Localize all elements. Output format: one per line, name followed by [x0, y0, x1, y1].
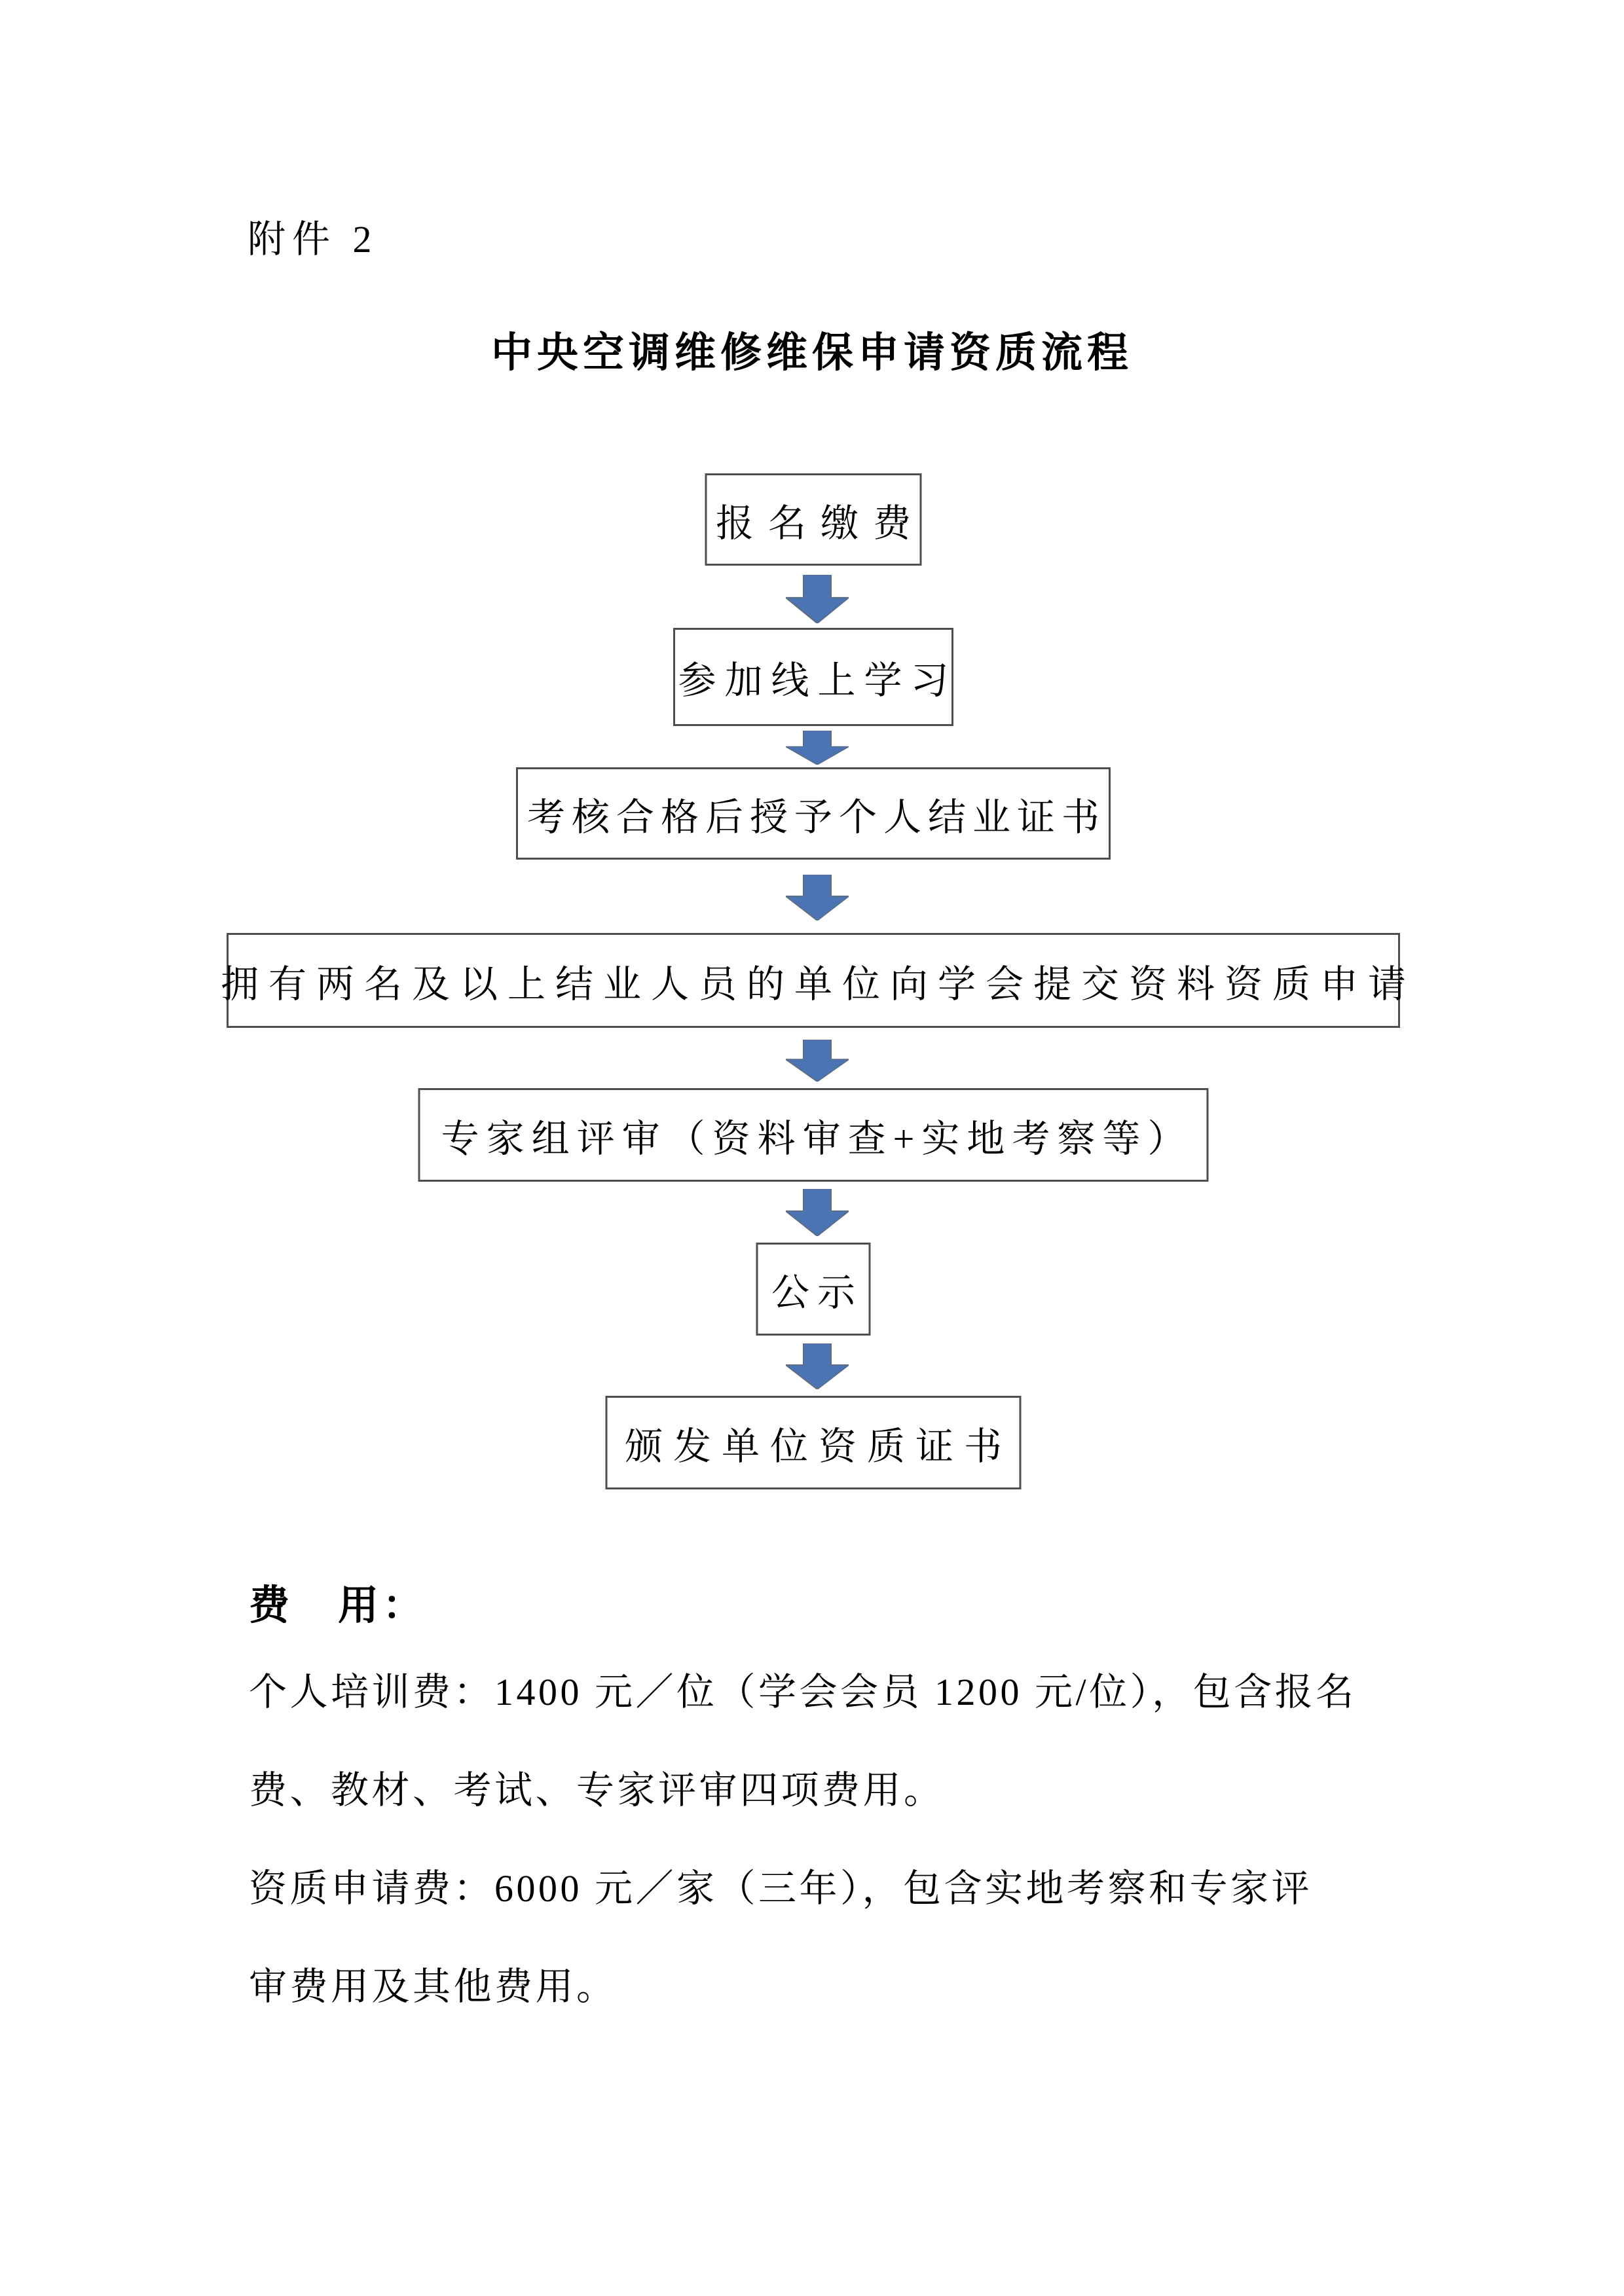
attachment-label: 附件 2 [248, 218, 378, 261]
flow-step-label: 报名缴费 [716, 501, 926, 545]
fee-line-personal-training-1: 个人培训费：1400 元／位（学会会员 1200 元/位），包含报名 [249, 1671, 1357, 1713]
flow-step-unit-certificate [606, 1396, 1022, 1489]
flow-step-expert-review [418, 1088, 1209, 1182]
flow-step-online-study [673, 628, 957, 726]
fees-heading: 费 用： [249, 1584, 428, 1628]
flow-step-label: 专家组评审（资料审查+实地考察等） [441, 1117, 1193, 1160]
flow-step-personal-certificate [516, 767, 1111, 860]
fee-line-personal-training-2: 费、教材、考试、专家评审四项费用。 [249, 1769, 945, 1812]
flow-step-label: 考核合格后授予个人结业证书 [526, 795, 1106, 839]
fee-line-qualification-1: 资质申请费：6000 元／家（三年），包含实地考察和专家评 [249, 1867, 1313, 1910]
flow-step-registration [705, 473, 926, 566]
down-arrow-icon [786, 875, 849, 920]
down-arrow-icon [786, 731, 849, 765]
flow-step-label: 参加线上学习 [678, 659, 957, 702]
down-arrow-icon [786, 1189, 849, 1236]
flow-step-label: 公示 [771, 1271, 863, 1314]
page-title: 中央空调维修维保申请资质流程 [491, 330, 1133, 376]
down-arrow-icon [786, 1040, 849, 1082]
flow-step-label: 颁发单位资质证书 [624, 1425, 1012, 1468]
flow-step-publicity [756, 1243, 871, 1336]
fee-line-qualification-2: 审费用及其他费用。 [249, 1965, 618, 2008]
flow-step-unit-application [221, 933, 1416, 1028]
fees-section [249, 1583, 1421, 2036]
down-arrow-icon [786, 1343, 849, 1389]
down-arrow-icon [786, 575, 849, 623]
flow-step-label: 拥有两名及以上结业人员的单位向学会提交资料资质申请 [221, 962, 1416, 1006]
